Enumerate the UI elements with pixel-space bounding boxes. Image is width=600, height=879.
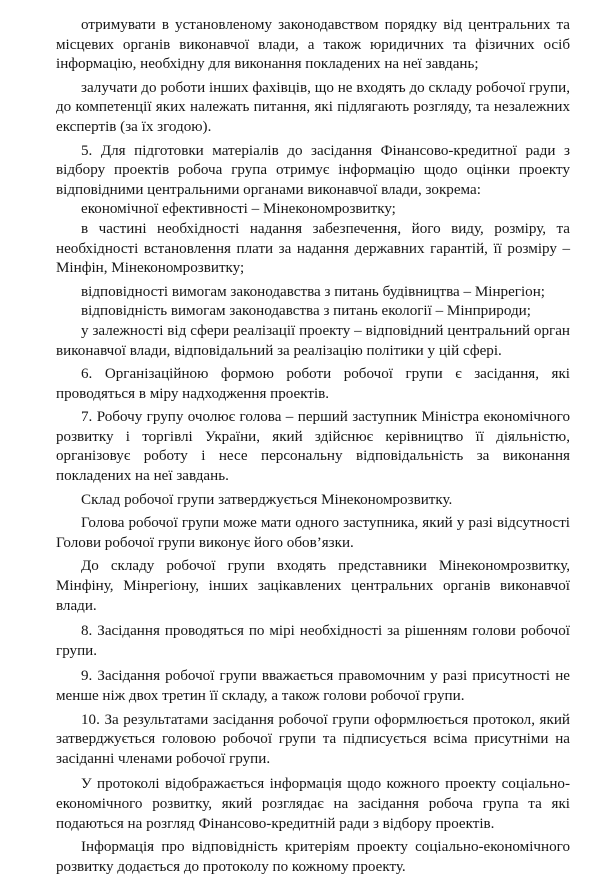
paragraph-item-9: 9. Засідання робочої групи вважається правомочним у разі присутності не менше ніж двох третин її складу, а також голови робочої групи. — [56, 668, 570, 704]
paragraph-item-8: 8. Засідання проводяться по мірі необхідності за рішенням голови робочої групи. — [56, 623, 570, 659]
paragraph-economic-efficiency: економічної ефективності – Мінекономрозвитку; — [81, 201, 396, 218]
paragraph-item-5: 5. Для підготовки матеріалів до засідання Фінансово-кредитної ради з відбору проектів робоча група отримує інформацію щодо оцінки проекту відповідними центральними органами виконавчої влади, зокрема: — [56, 142, 570, 198]
paragraph-construction: відповідності вимогам законодавства з питань будівництва – Мінрегіон; — [81, 283, 545, 300]
paragraph-sector-authority: у залежності від сфери реалізації проекту – відповідний центральний орган виконавчої влади, відповідальний за реалізацію політики у цій сфері. — [56, 322, 570, 359]
paragraph-involve-experts: залучати до роботи інших фахівців, що не входять до складу робочої групи, до компетенції яких належать питання, які підлягають розгляду, та незалежних експертів (за їх згодою). — [56, 79, 570, 135]
paragraph-members: До складу робочої групи входять представники Мінекономрозвитку, Мінфіну, Мінрегіону, інших зацікавлених центральних органів виконавчої влади. — [56, 558, 570, 614]
paragraph-item-10: 10. За результатами засідання робочої групи оформлюється протокол, який затверджується головою робочої групи та підписується всіма присутніми на засіданні членами робочої групи. — [56, 711, 570, 767]
document-page — [56, 16, 570, 877]
paragraph-protocol-info: У протоколі відображається інформація щодо кожного проекту соціально-економічного розвитку, який розглядає на засідання робоча група та які подаються на розгляд Фінансово-кредитній ради з відбору проектів. — [56, 776, 570, 832]
paragraph-deputy-head: Голова робочої групи може мати одного заступника, який у разі відсутності Голови робочої групи виконує його обов’язки. — [56, 515, 570, 551]
paragraph-composition-approval: Склад робочої групи затверджується Мінекономрозвитку. — [81, 491, 453, 508]
paragraph-guarantees: в частині необхідності надання забезпечення, його виду, розміру, та необхідності встановлення плати за надання державних гарантій, її розміру – Мінфін, Мінекономрозвитку; — [56, 220, 570, 277]
paragraph-ecology: відповідність вимогам законодавства з питань екології – Мінприроди; — [81, 303, 531, 320]
paragraph-criteria-info: Інформація про відповідність критеріям проекту соціально-економічного розвитку додається до протоколу по кожному проекту. — [56, 839, 570, 875]
paragraph-item-6: 6. Організаційною формою роботи робочої групи є засідання, які проводяться в міру надходження проектів. — [56, 366, 570, 402]
paragraph-obtain-info: отримувати в установленому законодавством порядку від центральних та місцевих органів виконавчої влади, а також юридичних та фізичних осіб інформацію, необхідну для виконання покладених на неї завдань; — [56, 17, 570, 73]
paragraph-item-7: 7. Робочу групу очолює голова – перший заступник Міністра економічного розвитку і торгівлі України, який здійснює керівництво її діяльністю, організовує роботу і несе персональну відповідальність за виконання покладених на неї завдань. — [56, 409, 570, 485]
